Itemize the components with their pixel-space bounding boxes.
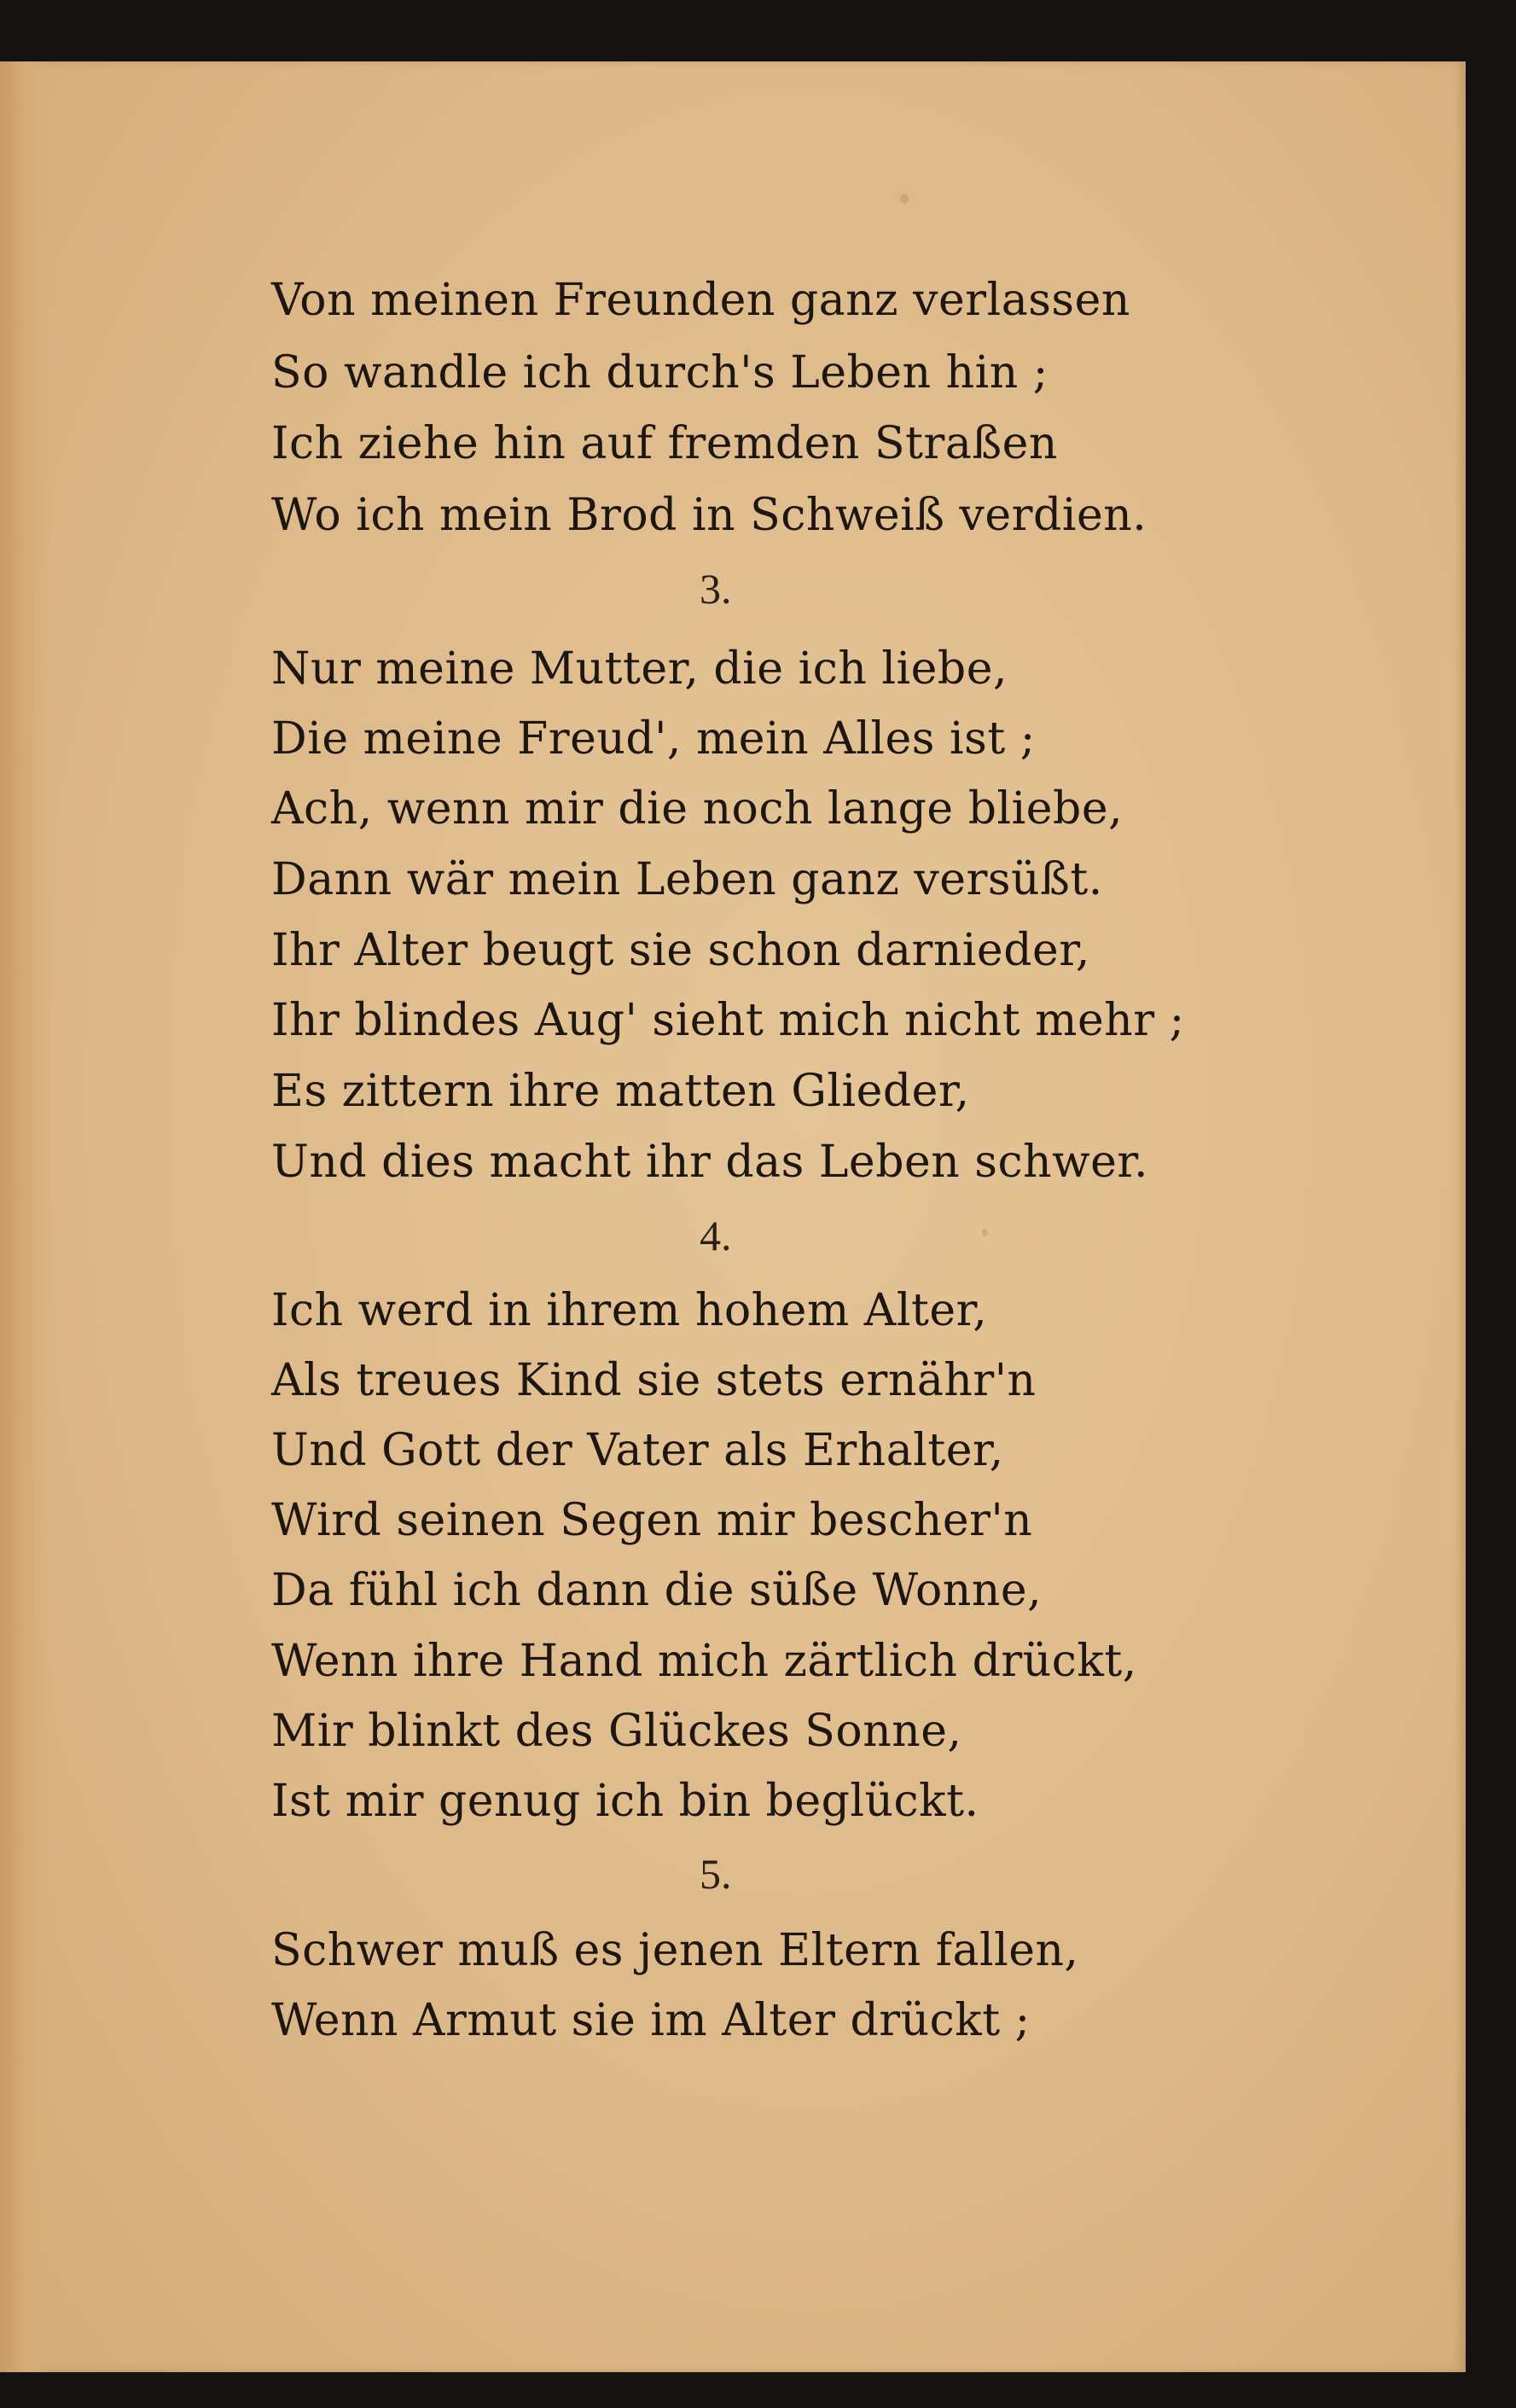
poem-line: Nur meine Mutter, die ich liebe,: [271, 643, 1008, 695]
poem-line: Dann wär mein Leben ganz versüßt.: [271, 854, 1103, 905]
poem-line: Wenn ihre Hand mich zärtlich drückt,: [271, 1636, 1137, 1687]
poem-line: Ihr blindes Aug' sieht mich nicht mehr ;: [271, 995, 1185, 1046]
stanza-number: 5.: [700, 1850, 732, 1898]
poem-line: Ich werd in ihrem hohem Alter,: [271, 1285, 988, 1336]
stanza-number: 3.: [700, 565, 732, 613]
poem-line: Es zittern ihre matten Glieder,: [271, 1066, 970, 1117]
stanza-number: 4.: [700, 1212, 732, 1259]
poem-line: Mir blinkt des Glückes Sonne,: [271, 1706, 962, 1757]
poem-line: Wird seinen Segen mir bescher'n: [271, 1495, 1033, 1546]
poem-line: Die meine Freud', mein Alles ist ;: [271, 713, 1036, 765]
poem-line: Schwer muß es jenen Eltern fallen,: [271, 1925, 1079, 1976]
poem-line: Ich ziehe hin auf fremden Straßen: [271, 418, 1058, 469]
poem-text: [0, 61, 1466, 2372]
poem-line: Als treues Kind sie stets ernähr'n: [271, 1355, 1037, 1406]
poem-line: Wenn Armut sie im Alter drückt ;: [271, 1995, 1031, 2046]
poem-line: Ach, wenn mir die noch lange bliebe,: [271, 783, 1124, 835]
poem-line: Ist mir genug ich bin beglückt.: [271, 1776, 979, 1827]
poem-line: Da fühl ich dann die süße Wonne,: [271, 1565, 1043, 1616]
book-page: [0, 61, 1466, 2372]
poem-line: Und dies macht ihr das Leben schwer.: [271, 1137, 1149, 1188]
poem-line: Und Gott der Vater als Erhalter,: [271, 1425, 1004, 1476]
poem-line: Wo ich mein Brod in Schweiß verdien.: [271, 490, 1147, 541]
poem-line: So wandle ich durch's Leben hin ;: [271, 347, 1048, 398]
poem-line: Ihr Alter beugt sie schon darnieder,: [271, 925, 1090, 976]
poem-line: Von meinen Freunden ganz verlassen: [271, 275, 1130, 326]
